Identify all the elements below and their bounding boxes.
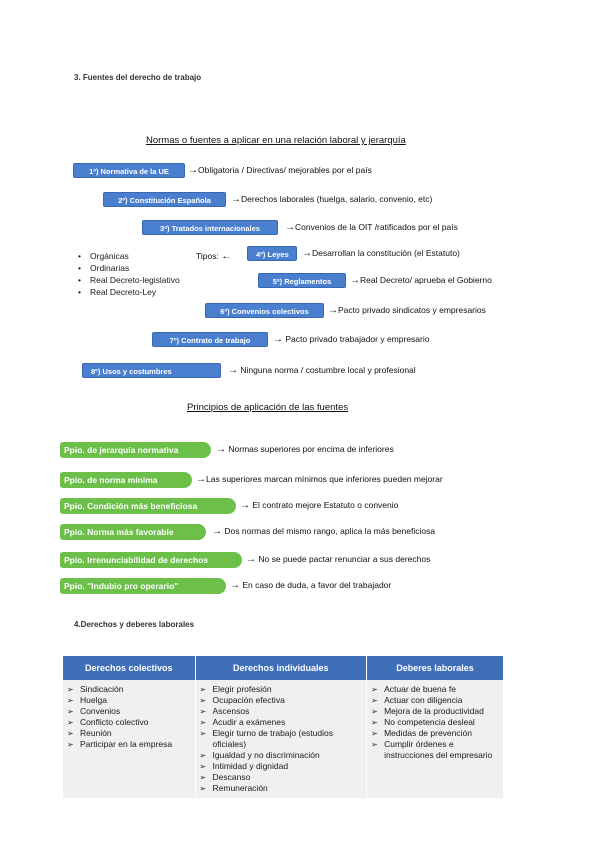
- list-item: ➢ Actuar de buena fe: [371, 684, 503, 695]
- hierarchy-box-4: 4º) Leyes: [247, 246, 297, 261]
- list-item: ➢ Remuneración: [200, 783, 367, 794]
- list-item: ➢ Cumplir órdenes e instrucciones del empresario: [371, 739, 503, 761]
- hierarchy-desc-6: →Pacto privado sindicatos y empresarios: [328, 305, 486, 316]
- right-arrow-icon: →: [328, 305, 338, 316]
- right-arrow-icon: →: [302, 248, 312, 259]
- tipos-item: • Orgánicas: [78, 250, 180, 262]
- tipos-label: Tipos: ←: [196, 251, 232, 262]
- section-4-title: 4.Derechos y deberes laborales: [74, 620, 195, 629]
- hierarchy-box-3: 3ª) Tratados internacionales: [142, 220, 278, 235]
- right-arrow-icon: →: [228, 365, 238, 376]
- left-arrow-icon: ←: [221, 251, 232, 262]
- right-arrow-icon: →: [350, 275, 360, 286]
- list-item: ➢ Elegir turno de trabajo (estudios oficiales): [200, 728, 367, 750]
- right-arrow-icon: →: [216, 444, 226, 455]
- list-item: ➢ Actuar con diligencia: [371, 695, 503, 706]
- principle-desc-4: → Dos normas del mismo rango, aplica la más beneficiosa: [212, 526, 436, 537]
- tipos-item: • Real Decreto-Ley: [78, 286, 180, 298]
- list-item: ➢ Medidas de prevención: [371, 728, 503, 739]
- hierarchy-desc-5: →Real Decreto/ aprueba el Gobierno: [350, 275, 492, 286]
- principle-box-2: Ppio. de norma mínima: [60, 472, 192, 488]
- principle-box-1: Ppio. de jerarquía normativa: [60, 442, 211, 458]
- hierarchy-box-1: 1º) Normativa de la UE: [73, 163, 185, 178]
- col-deberes-laborales: [367, 680, 503, 798]
- list-item: ➢ Descanso: [200, 772, 367, 783]
- col-derechos-individuales: [195, 680, 367, 798]
- list-item: ➢ Huelga: [67, 695, 195, 706]
- hierarchy-title: Normas o fuentes a aplicar en una relación laboral y jerarquía: [146, 135, 406, 146]
- hierarchy-box-5: 5º) Reglamentos: [258, 273, 346, 288]
- principles-title: Principios de aplicación de las fuentes: [187, 402, 349, 413]
- principle-box-6: Ppio. "Indubio pro operario": [60, 578, 226, 594]
- right-arrow-icon: →: [230, 580, 240, 591]
- list-item: ➢ Conflicto colectivo: [67, 717, 195, 728]
- hierarchy-box-7: 7º) Contrato de trabajo: [152, 332, 268, 347]
- col-derechos-colectivos: [63, 680, 195, 798]
- list-item: ➢ Sindicación: [67, 684, 195, 695]
- principle-desc-1: → Normas superiores por encima de inferiores: [216, 444, 394, 455]
- right-arrow-icon: →: [240, 500, 250, 511]
- list-item: ➢ Igualdad y no discriminación: [200, 750, 367, 761]
- hierarchy-desc-3: →Convenios de la OIT /ratificados por el país: [285, 222, 458, 233]
- list-item: ➢ Reunión: [67, 728, 195, 739]
- right-arrow-icon: →: [246, 554, 256, 565]
- hierarchy-desc-2: →Derechos laborales (huelga, salario, convenio, etc): [231, 194, 433, 205]
- header-derechos-individuales: Derechos individuales: [195, 656, 367, 680]
- tipos-item: • Real Decreto-legislativo: [78, 274, 180, 286]
- tipos-item: • Ordinarias: [78, 262, 180, 274]
- right-arrow-icon: →: [273, 334, 283, 345]
- principle-box-3: Ppio. Condición más beneficiosa: [60, 498, 236, 514]
- hierarchy-box-2: 2º) Constitución Española: [103, 192, 226, 207]
- hierarchy-desc-1: →Obligatoria / Directivas/ mejorables por el país: [188, 165, 372, 176]
- right-arrow-icon: →: [196, 474, 206, 485]
- principle-desc-2: →Las superiores marcan mínimos que inferiores pueden mejorar: [196, 474, 443, 485]
- hierarchy-box-8: 8º) Usos y costumbres: [82, 363, 221, 378]
- section-3-title: 3. Fuentes del derecho de trabajo: [74, 73, 202, 82]
- list-item: ➢ Ascensos: [200, 706, 367, 717]
- principle-box-4: Ppio. Norma más favorable: [60, 524, 206, 540]
- hierarchy-desc-7: → Pacto privado trabajador y empresario: [273, 334, 430, 345]
- hierarchy-desc-4: →Desarrollan la constitución (el Estatuto): [302, 248, 460, 259]
- hierarchy-box-6: 6º) Convenios colectivos: [205, 303, 324, 318]
- principle-desc-5: → No se puede pactar renunciar a sus derechos: [246, 554, 431, 565]
- tipos-list: [78, 250, 180, 298]
- rights-duties-table: [63, 656, 503, 798]
- list-item: ➢ Elegir profesión: [200, 684, 367, 695]
- header-deberes-laborales: Deberes laborales: [367, 656, 503, 680]
- principle-desc-3: → El contrato mejore Estatuto o convenio: [240, 500, 399, 511]
- list-item: ➢ Acudir a exámenes: [200, 717, 367, 728]
- right-arrow-icon: →: [188, 165, 198, 176]
- list-item: ➢ Mejora de la productividad: [371, 706, 503, 717]
- list-item: ➢ Participar en la empresa: [67, 739, 195, 750]
- header-derechos-colectivos: Derechos colectivos: [63, 656, 195, 680]
- list-item: ➢ Convenios: [67, 706, 195, 717]
- principle-box-5: Ppio. Irrenunciabilidad de derechos: [60, 552, 242, 568]
- right-arrow-icon: →: [212, 526, 222, 537]
- right-arrow-icon: →: [285, 222, 295, 233]
- list-item: ➢ Ocupación efectiva: [200, 695, 367, 706]
- list-item: ➢ Intimidad y dignidad: [200, 761, 367, 772]
- hierarchy-desc-8: → Ninguna norma / costumbre local y profesional: [228, 365, 416, 376]
- principle-desc-6: → En caso de duda, a favor del trabajador: [230, 580, 392, 591]
- right-arrow-icon: →: [231, 194, 241, 205]
- list-item: ➢ No competencia desleal: [371, 717, 503, 728]
